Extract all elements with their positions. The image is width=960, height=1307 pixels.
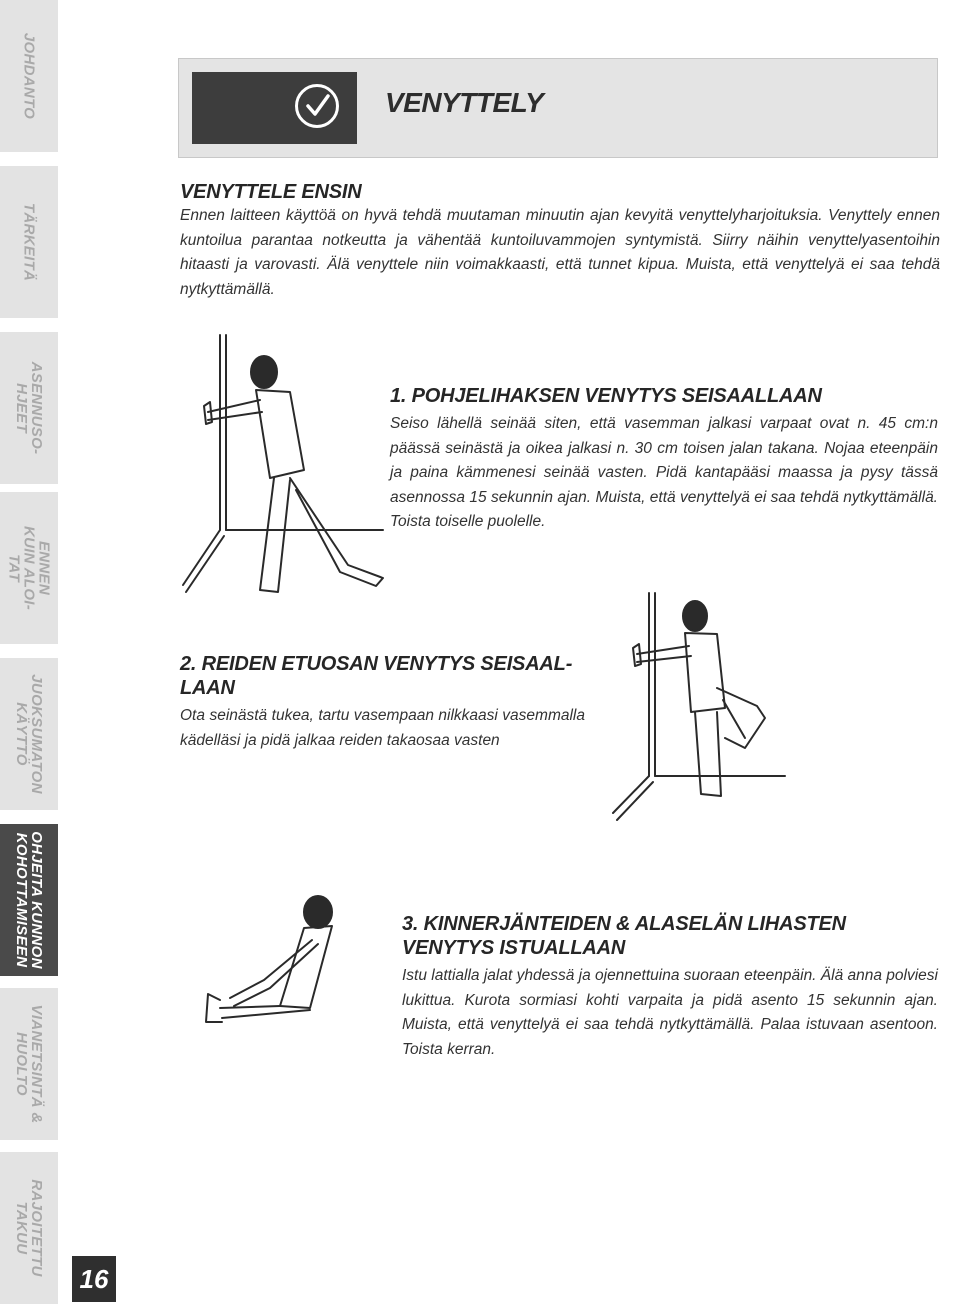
tab-rajoitettu-takuu[interactable] (0, 1152, 58, 1307)
tab-label: ENNEN KUIN ALOI- TAT (5, 525, 53, 611)
tab-label: ASENNUSO- HJEET (13, 361, 45, 455)
exercise-2-heading: 2. REIDEN ETUOSAN VENYTYS SEISAAL- LAAN (180, 653, 573, 699)
tab-label: JOHDANTO (20, 32, 38, 120)
tab-label: VIANETSINTÄ & HUOLTO (13, 1004, 45, 1124)
page-number: 16 (72, 1256, 116, 1302)
tab-asennusohjeet[interactable] (0, 332, 58, 487)
tab-label: JUOKSUMATON KÄYTTÖ (13, 674, 45, 794)
quad-stretch-illustration (605, 588, 790, 823)
tab-johdanto[interactable] (0, 0, 58, 155)
header-icon-box (192, 72, 357, 144)
exercise-3-text: Istu lattialla jalat yhdessä ja ojennettuina suoraan eteenpäin. Älä anna polviesi lukittua. Kurota sormiasi kohti varpaita ja pidä asento 15 sekunnin ajan. Muista, että venyttelyä ei saa tehdä nytkyttämällä. Palaa istuvaan asentoon. Toista kerran. (402, 967, 938, 1058)
tab-ennen-kuin-aloitat[interactable] (0, 492, 58, 647)
seated-hamstring-stretch-illustration (200, 888, 396, 1038)
tab-label: RAJOITETTU TAKUU (13, 1179, 45, 1277)
exercise-2-text: Ota seinästä tukea, tartu vasempaan nilkkaasi vasemmalla kädelläsi ja pidä jalkaa reiden takaosaa vasten (180, 707, 585, 749)
exercise-1-heading: 1. POHJELIHAKSEN VENYTYS SEISAALLAAN (390, 385, 822, 407)
exercise-1 (390, 384, 938, 535)
check-circle-icon (295, 84, 339, 128)
exercise-3 (402, 912, 938, 1062)
tab-vianetsinta-huolto[interactable] (0, 988, 58, 1143)
intro-text: Ennen laitteen käyttöä on hyvä tehdä muutaman minuutin ajan kevyitä venyttelyharjoituksia. Venyttely ennen kuntoilua parantaa notkeutta ja vähentää kuntoiluvammojen syntymistä. Siirry näihin venyttelyasentoihin hitaasti ja varovasti. Älä venyttele niin voimakkaasti, että tunnet kipua. Muista, että venyttelyä ei saa tehdä nytkyttämällä. (180, 207, 940, 298)
section-header (178, 58, 938, 158)
tab-ohjeita-kunnon-kohottamiseen[interactable] (0, 824, 58, 979)
tab-label: OHJEITA KUNNON KOHOTTAMISEEN (13, 831, 45, 969)
calf-stretch-illustration (178, 330, 388, 605)
exercise-3-heading: 3. KINNERJÄNTEIDEN & ALASELÄN LIHASTEN VENYTYS ISTUALLAAN (402, 913, 846, 959)
tab-tarkeita[interactable] (0, 166, 58, 321)
tab-label: TÄRKEITÄ (20, 202, 38, 282)
exercise-1-text: Seiso lähellä seinää siten, että vasemman jalkasi varpaat ovat n. 45 cm:n päässä seinästä ja oikea jalkasi n. 30 cm toisen jalan takana. Nojaa eteenpäin ja paina kämmenesi seinää vasten. Pidä kantapääsi maassa ja pysy tässä asennossa 15 sekunnin ajan. Muista, että venyttelyä ei saa tehdä nytkyttämällä. Toista toiselle puolelle. (390, 415, 938, 530)
page-title: VENYTTELY (385, 87, 544, 118)
exercise-2 (180, 652, 585, 753)
tab-juoksumaton-kaytto[interactable] (0, 658, 58, 813)
section-tab-rail (0, 0, 60, 1304)
intro-section (180, 180, 940, 302)
intro-heading: VENYTTELE ENSIN (180, 181, 362, 203)
